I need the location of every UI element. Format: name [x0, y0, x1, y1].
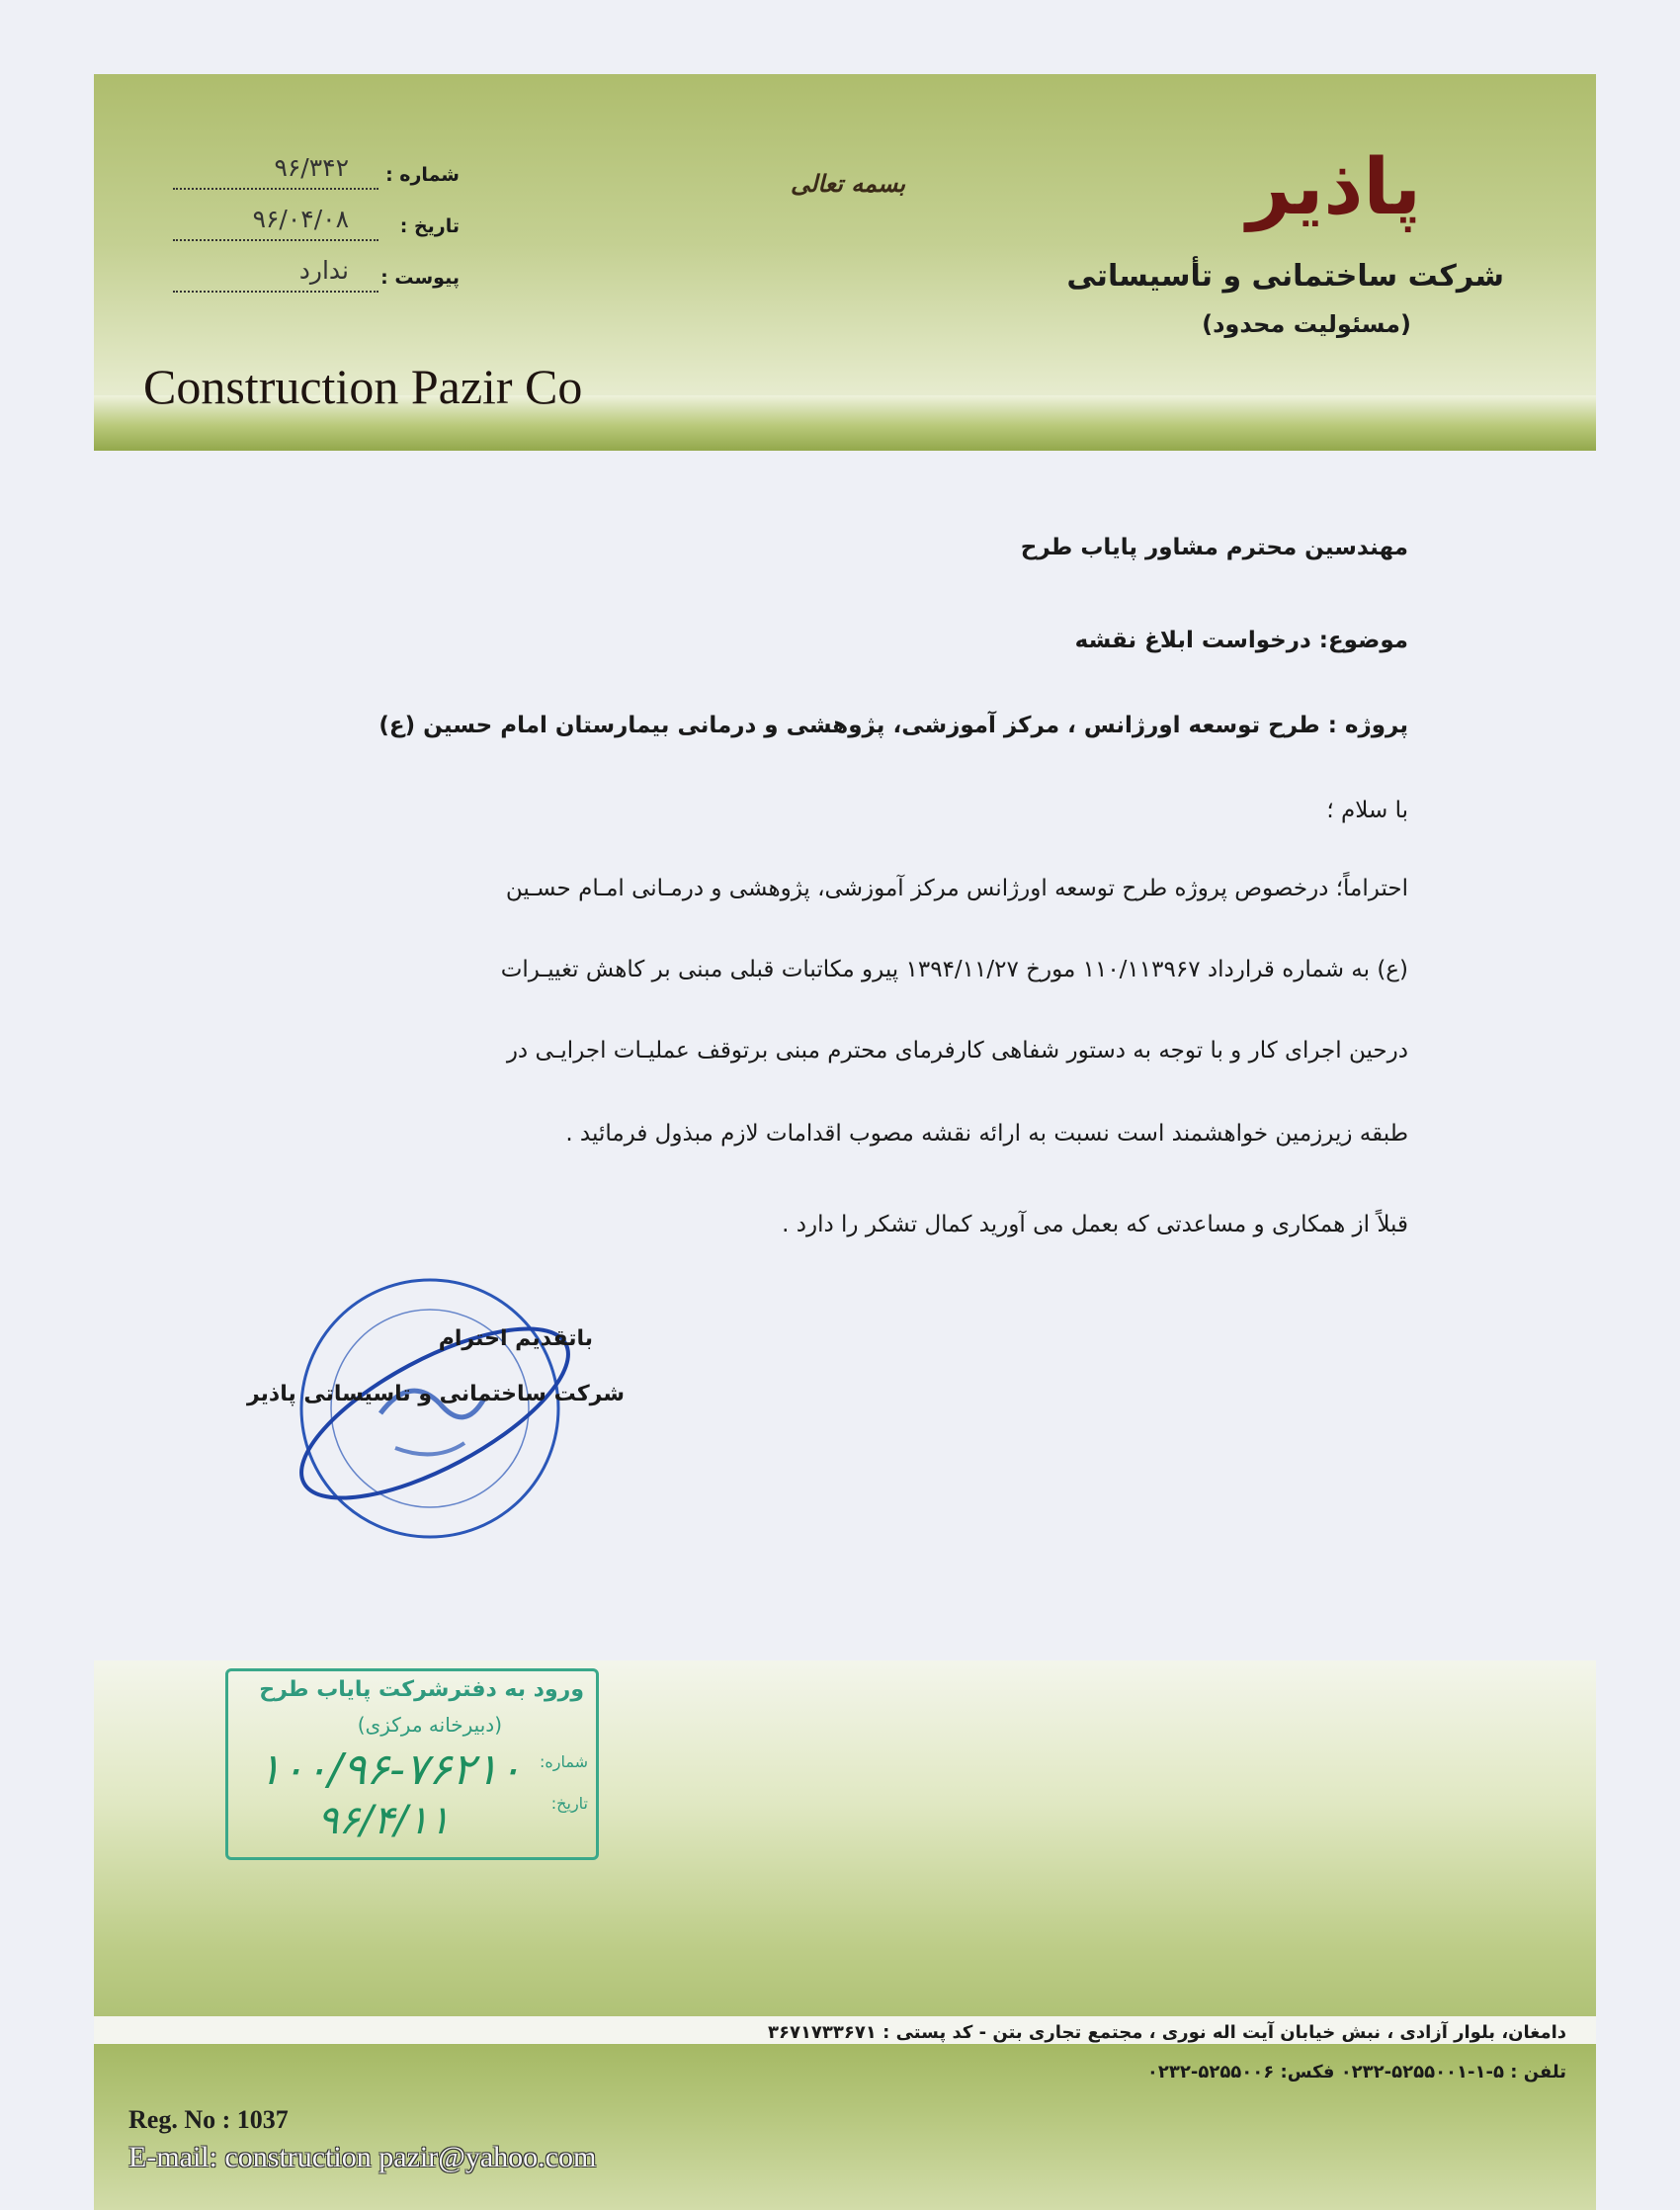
- subject: موضوع: درخواست ابلاغ نقشه: [1074, 628, 1408, 653]
- meta-date-row: [173, 190, 460, 241]
- signature-regards: باتقدیم احترام: [438, 1326, 593, 1351]
- recipient: مهندسین محترم مشاور پایاب طرح: [1020, 535, 1408, 560]
- body-line: احتراماً؛ درخصوص پروژه طرح توسعه اورژانس مرکز آموزشی، پژوهشی و درمـانی امـام حسـین: [505, 876, 1408, 901]
- meta-date-value: ۹۶/۰۴/۰۸: [252, 205, 349, 233]
- closing-line: قبلاً از همکاری و مساعدتی که بعمل می آورید کمال تشکر را دارد .: [782, 1212, 1408, 1237]
- stamp-date-value: ۹۶/۴/۱۱: [317, 1798, 451, 1843]
- stamp-date-label: تاریخ:: [550, 1794, 588, 1813]
- basmala: بسمه تعالی: [791, 170, 906, 198]
- meta-attachment-line: [173, 251, 378, 293]
- brand-logo-text: پاذیر: [1246, 143, 1421, 232]
- meta-number-line: [173, 148, 378, 190]
- company-email: E-mail: construction pazir@yahoo.com: [128, 2141, 597, 2173]
- company-name-fa: شرکت ساختمانی و تأسیساتی: [1066, 259, 1504, 294]
- stamp-number-value: ۱۰۰/۹۶-۷۶۲۱۰: [258, 1744, 523, 1795]
- meta-number-value: ۹۶/۳۴۲: [274, 153, 349, 182]
- company-phone: تلفن : ۵-۱-۵۲۵۵۰۰۱-۰۲۳۲ فکس: ۵۲۵۵۰۰۶-۰۲۳۲: [1146, 2062, 1566, 2082]
- project-title: پروژه : طرح توسعه اورژانس ، مرکز آموزشی، پژوهشی و درمانی بیمارستان امام حسین (ع): [378, 713, 1408, 738]
- signature-company: شرکت ساختمانی و تاسیساتی پاذیر: [246, 1382, 625, 1406]
- body-line: درحین اجرای کار و با توجه به دستور شفاهی کارفرمای محترم مبنی برتوقف عملیـات اجرایـی در: [506, 1038, 1408, 1063]
- company-address: دامغان، بلوار آزادی ، نبش خیابان آیت اله نوری ، مجتمع تجاری بتن - کد پستی : ۳۶۷۱۷۳۳۶۷۱: [767, 2022, 1566, 2043]
- meta-number-label: شماره :: [385, 164, 460, 186]
- meta-date-line: [173, 200, 378, 241]
- entry-stamp: [225, 1668, 599, 1860]
- company-name-en: Construction Pazir Co: [143, 359, 583, 414]
- company-seal-icon: [287, 1265, 573, 1552]
- stamp-subtitle: (دبیرخانه مرکزی): [357, 1713, 502, 1737]
- meta-attachment-label: پیوست :: [380, 267, 460, 289]
- letter-meta: [173, 138, 460, 293]
- body-line: طبقه زیرزمین خواهشمند است نسبت به ارائه نقشه مصوب اقدامات لازم مبذول فرمائید .: [565, 1121, 1408, 1147]
- meta-date-label: تاریخ :: [399, 215, 460, 237]
- stamp-number-label: شماره:: [539, 1752, 588, 1771]
- stamp-title: ورود به دفترشرکت پایاب طرح: [259, 1677, 584, 1702]
- meta-attachment-value: ندارد: [298, 256, 349, 285]
- greeting: با سلام ؛: [1326, 798, 1408, 823]
- registration-number: Reg. No : 1037: [128, 2105, 289, 2134]
- body-line: (ع) به شماره قرارداد ۱۱۰/۱۱۳۹۶۷ مورخ ۱۳۹۴/۱۱/۲۷ پیرو مکاتبات قبلی مبنی بر کاهش تغییـرات: [500, 957, 1408, 982]
- meta-number-row: [173, 138, 460, 190]
- meta-attachment-row: [173, 241, 460, 293]
- company-type-fa: (مسئولیت محدود): [1202, 310, 1411, 338]
